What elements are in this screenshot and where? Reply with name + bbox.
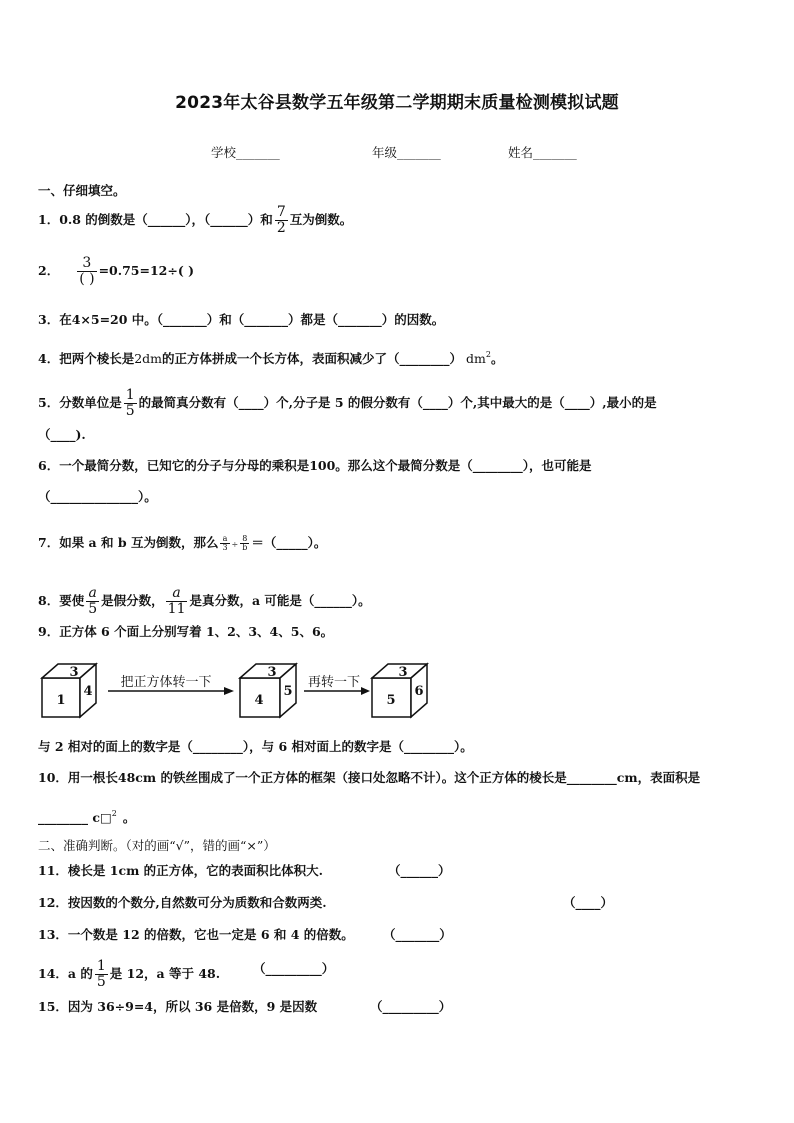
question-text: 一个最简分数，已知它的分子与分母的乘积是100。那么这个最简分数是（________），也可能是 bbox=[59, 458, 592, 473]
fraction-1-5 bbox=[95, 959, 108, 990]
question-6-line-2: （______________）。 bbox=[38, 489, 157, 504]
question-number: 9． bbox=[38, 624, 60, 639]
cube-3-front-face: 5 bbox=[386, 693, 396, 708]
cube-2-front-face: 4 bbox=[254, 693, 264, 708]
fraction-a-3 bbox=[220, 535, 229, 552]
answer-blank-12[interactable]: （____） bbox=[563, 895, 614, 910]
fraction-8-b bbox=[240, 535, 249, 552]
fraction-a-11 bbox=[166, 586, 188, 617]
question-number: 15． bbox=[38, 999, 68, 1014]
numerator: 7 bbox=[276, 204, 286, 220]
question-text: 因为 36÷9=4，所以 36 是倍数，9 是因数 bbox=[67, 999, 318, 1014]
question-number: 6． bbox=[38, 458, 60, 473]
numerator: 8 bbox=[242, 534, 248, 543]
cube-3-right-face: 6 bbox=[414, 684, 424, 699]
answer-blank-13[interactable]: （_______） bbox=[383, 927, 452, 942]
name-field[interactable]: 姓名_______ bbox=[508, 145, 577, 160]
question-text-mid: 的正方体拼成一个长方体，表面积减少了（________） bbox=[162, 351, 463, 366]
question-1 bbox=[38, 205, 352, 236]
area-blank: ________ c bbox=[38, 810, 100, 825]
question-13 bbox=[38, 927, 354, 943]
school-field[interactable]: 学校_______ bbox=[211, 145, 280, 160]
question-7 bbox=[38, 535, 326, 553]
denominator-blank[interactable]: ( ) bbox=[79, 271, 95, 287]
question-number: 14． bbox=[38, 966, 68, 981]
question-text: 把两个棱长是 bbox=[59, 351, 135, 366]
cube-1-right-face: 4 bbox=[83, 684, 93, 699]
question-number: 4． bbox=[38, 351, 60, 366]
numerator: 1 bbox=[125, 387, 135, 403]
denominator: 11 bbox=[167, 601, 186, 617]
question-3 bbox=[38, 312, 444, 328]
question-text: 分数单位是 bbox=[59, 395, 122, 410]
cube-1-front-face: 1 bbox=[56, 693, 66, 708]
question-10-line-2 bbox=[38, 806, 135, 826]
question-number: 11． bbox=[38, 863, 68, 878]
question-4 bbox=[38, 347, 504, 367]
question-text-end: 是真分数，a 可能是（______）。 bbox=[189, 593, 371, 608]
question-text: 棱长是 1cm 的正方体，它的表面积比体积大. bbox=[67, 863, 323, 878]
question-text: 在4×5=20 中。（_______）和（_______）都是（_______）的因数。 bbox=[59, 312, 445, 327]
question-9 bbox=[38, 624, 333, 640]
section-heading-2: 二、准确判断。（对的画“√”，错的画“×”） bbox=[38, 838, 276, 853]
question-number: 10． bbox=[38, 770, 68, 785]
question-2 bbox=[38, 256, 194, 287]
question-text-mid: 的最简真分数有（____）个,分子是 5 的假分数有（____）个,其中最大的是（____）,最小的是 bbox=[138, 395, 657, 410]
length-value: 2dm bbox=[134, 351, 163, 366]
arrow-2-label: 再转一下 bbox=[307, 675, 361, 690]
question-text-end: 互为倒数。 bbox=[289, 212, 353, 227]
cube-2-top-face: 3 bbox=[267, 665, 277, 680]
question-text: 要使 bbox=[59, 593, 85, 608]
question-text-end: 是 12，a 等于 48. bbox=[109, 966, 221, 981]
page-title: 2023年太谷县数学五年级第二学期期末质量检测模拟试题 bbox=[175, 93, 619, 113]
question-6 bbox=[38, 458, 592, 474]
unit-glyph-box: □ bbox=[99, 810, 112, 825]
question-12 bbox=[38, 895, 327, 911]
question-number: 2． bbox=[38, 263, 60, 278]
cube-rotation-figure bbox=[38, 658, 438, 722]
question-text-end: 。 bbox=[491, 351, 504, 366]
question-11 bbox=[38, 863, 323, 879]
arrow-1-label: 把正方体转一下 bbox=[120, 675, 212, 690]
numerator: a bbox=[222, 534, 228, 543]
denominator: 2 bbox=[276, 220, 286, 236]
answer-blank-14[interactable]: （_________） bbox=[253, 961, 335, 976]
divide-sign: ÷ bbox=[231, 540, 239, 549]
fraction-3-blank bbox=[77, 256, 96, 287]
numerator: a bbox=[172, 585, 181, 601]
denominator: 5 bbox=[96, 974, 106, 990]
question-number: 5． bbox=[38, 395, 60, 410]
fraction-1-5 bbox=[124, 388, 137, 419]
question-5 bbox=[38, 388, 657, 419]
denominator: 5 bbox=[125, 403, 135, 419]
numerator: 1 bbox=[96, 958, 106, 974]
question-number: 3． bbox=[38, 312, 60, 327]
question-9-answer: 与 2 相对的面上的数字是（________），与 6 相对面上的数字是（________）。 bbox=[38, 739, 473, 754]
question-text: =0.75=12÷( ) bbox=[98, 263, 195, 278]
numerator: a bbox=[88, 585, 97, 601]
arrow-1-head bbox=[224, 687, 234, 695]
question-8 bbox=[38, 586, 371, 617]
fraction-7-2 bbox=[275, 205, 288, 236]
denominator: 5 bbox=[88, 601, 98, 617]
question-text-end: 。 bbox=[122, 810, 136, 825]
question-text-mid: 是假分数， bbox=[101, 593, 164, 608]
question-text: 0.8 的倒数是（______），（______）和 bbox=[59, 212, 273, 227]
question-5-line-2: （____). bbox=[38, 427, 86, 442]
question-text: 按因数的个数分,自然数可分为质数和合数两类. bbox=[67, 895, 327, 910]
denominator: b bbox=[242, 543, 248, 552]
question-number: 12． bbox=[38, 895, 68, 910]
question-text: 正方体 6 个面上分别写着 1、2、3、4、5、6。 bbox=[59, 624, 334, 639]
question-text: 如果 a 和 b 互为倒数，那么 bbox=[59, 535, 219, 550]
denominator: 3 bbox=[222, 543, 228, 552]
section-heading-1: 一、仔细填空。 bbox=[38, 183, 126, 198]
question-15 bbox=[38, 999, 317, 1015]
grade-field[interactable]: 年级_______ bbox=[372, 145, 441, 160]
question-number: 7． bbox=[38, 535, 60, 550]
cube-1-top-face: 3 bbox=[69, 665, 79, 680]
cube-3-top-face: 3 bbox=[398, 665, 408, 680]
question-text: a 的 bbox=[67, 966, 93, 981]
answer-blank-15[interactable]: （_________） bbox=[370, 999, 452, 1014]
unit-exponent: 2 bbox=[111, 809, 117, 818]
question-number: 13． bbox=[38, 927, 68, 942]
question-number: 8． bbox=[38, 593, 60, 608]
fraction-a-5 bbox=[86, 586, 99, 617]
cube-2-right-face: 5 bbox=[283, 684, 293, 699]
question-14 bbox=[38, 959, 220, 990]
question-10 bbox=[38, 770, 700, 786]
unit-label: dm bbox=[466, 351, 486, 366]
answer-blank-11[interactable]: （______） bbox=[388, 863, 451, 878]
question-text-end: ＝（_____）。 bbox=[251, 535, 327, 550]
question-text: 用一根长48cm 的铁丝围成了一个正方体的框架（接口处忽略不计）。这个正方体的棱长是________cm，表面积是 bbox=[67, 770, 701, 785]
numerator: 3 bbox=[82, 255, 92, 271]
arrow-2-head bbox=[361, 687, 370, 695]
question-number: 1． bbox=[38, 212, 60, 227]
unit-exponent: 2 bbox=[485, 350, 491, 359]
question-text: 一个数是 12 的倍数，它也一定是 6 和 4 的倍数。 bbox=[67, 927, 354, 942]
